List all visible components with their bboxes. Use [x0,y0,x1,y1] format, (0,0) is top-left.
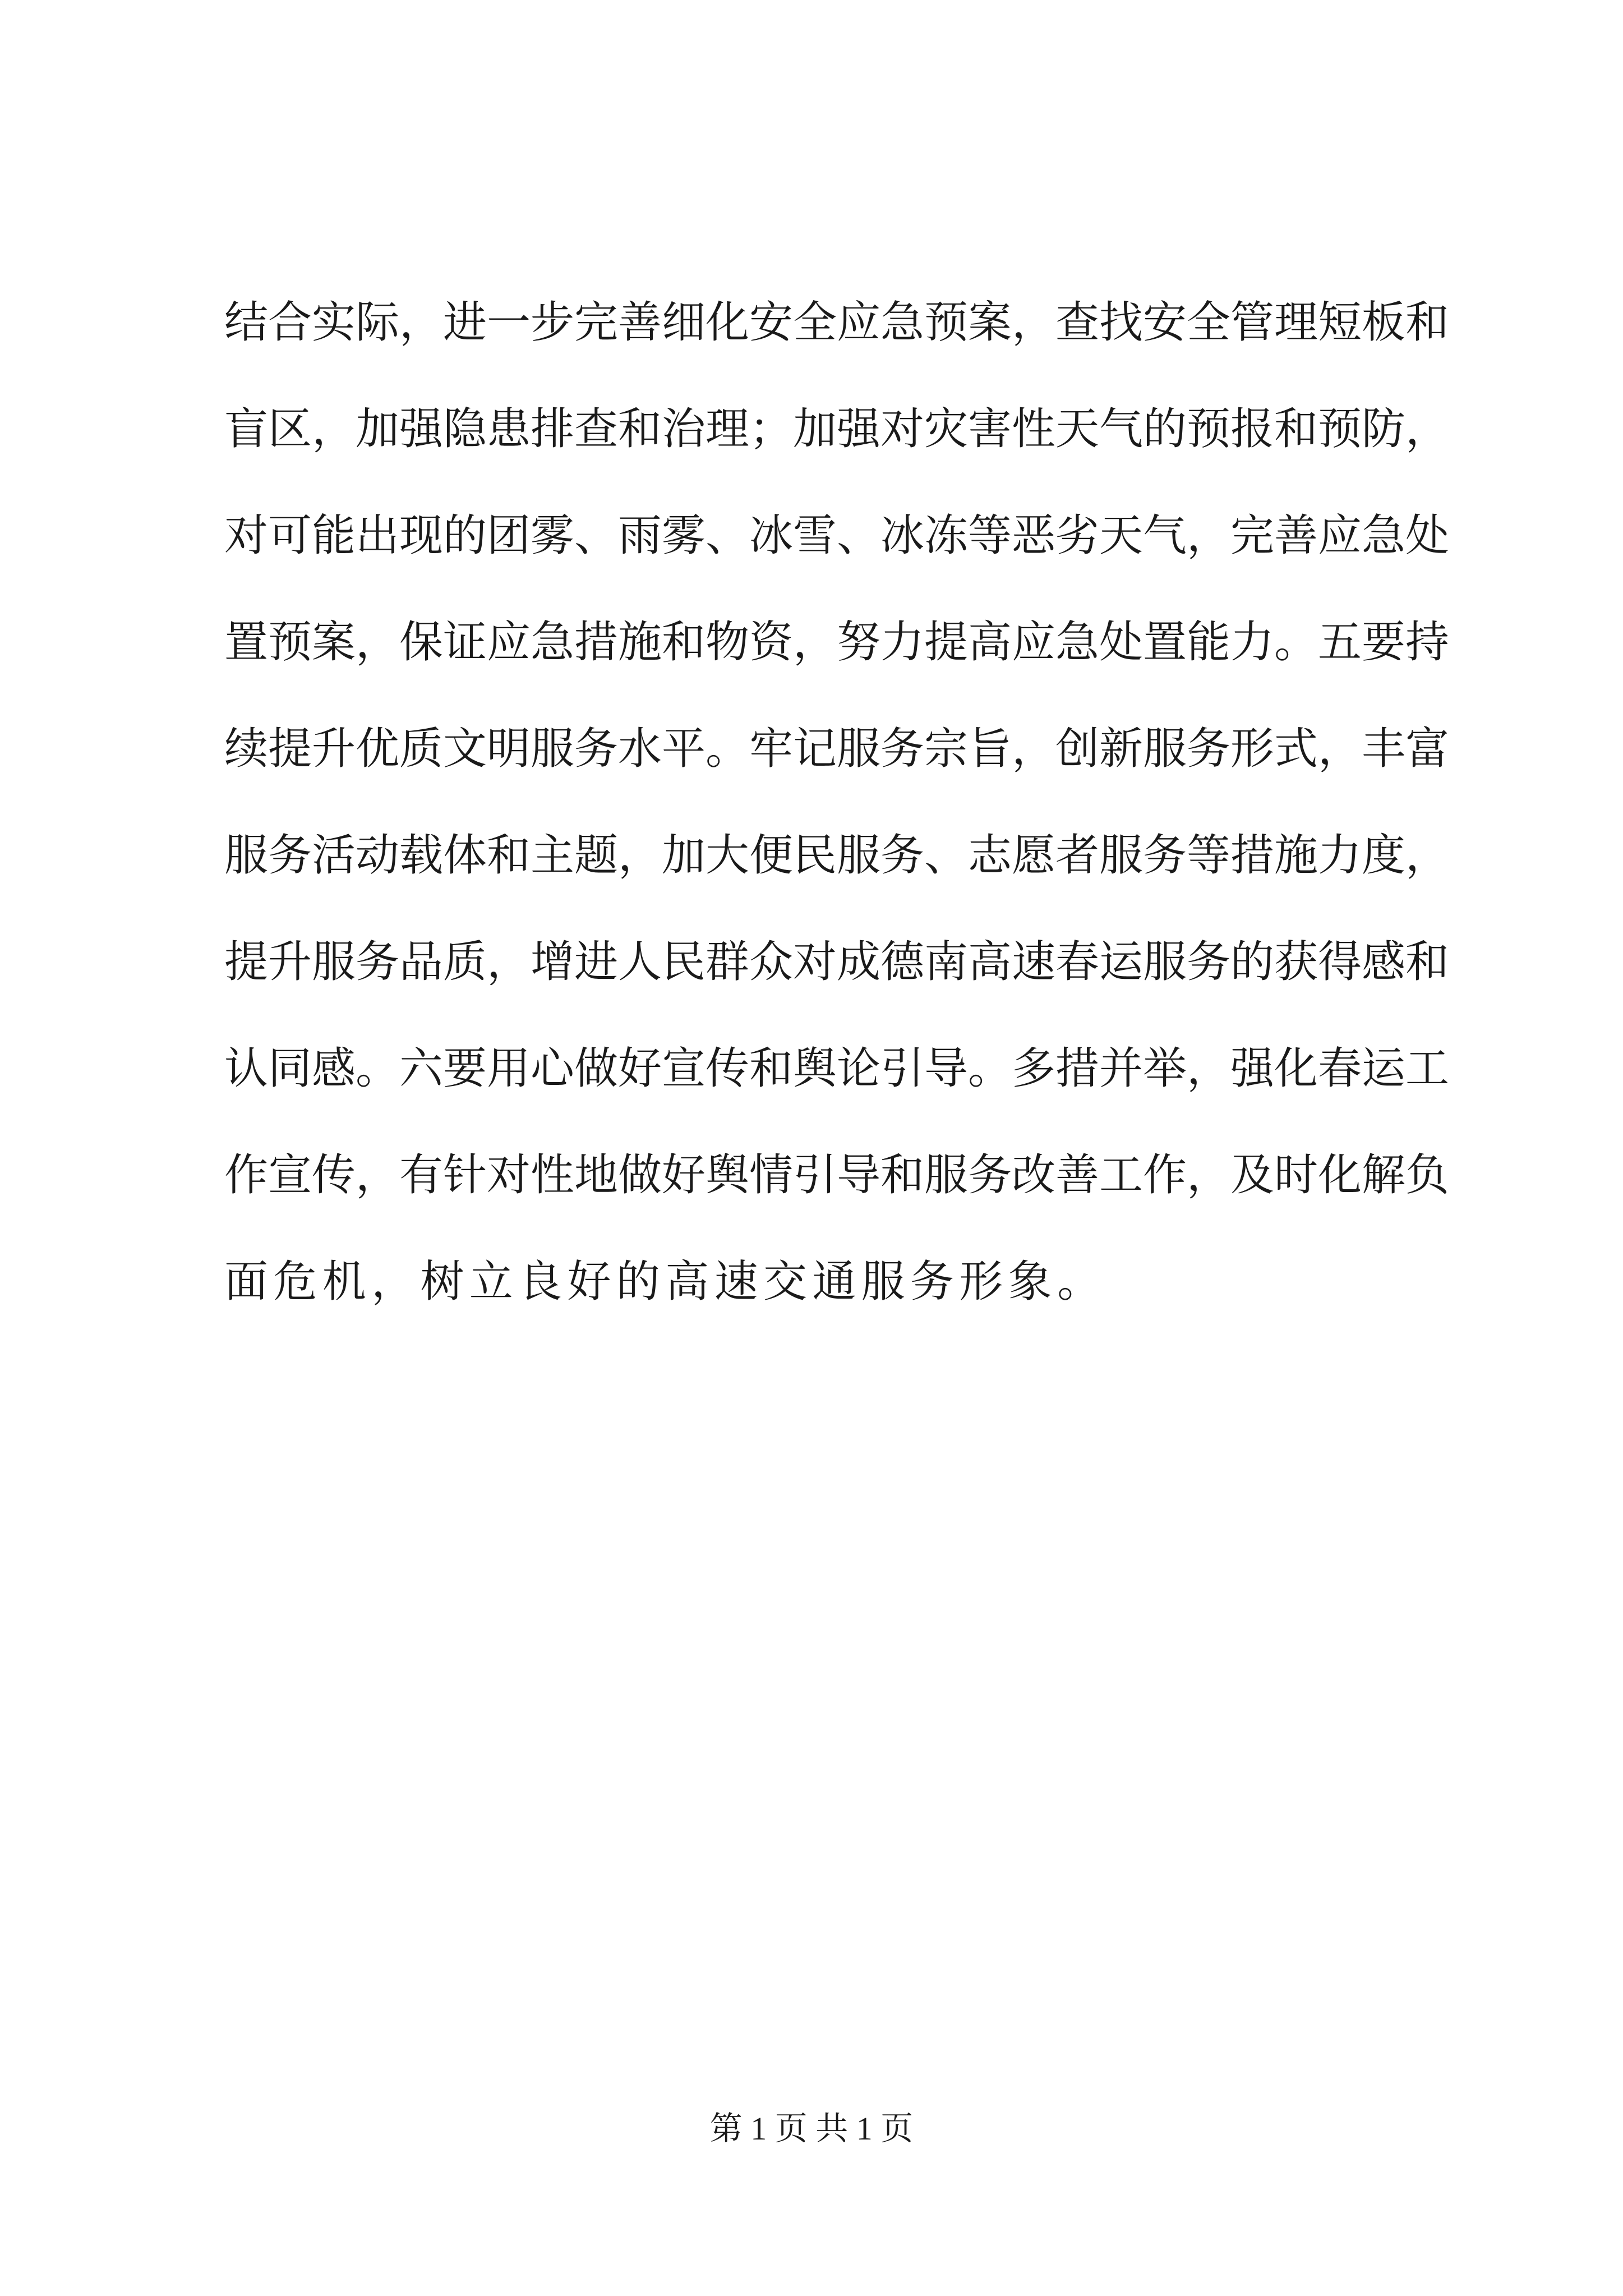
text-line-9: 作宣传，有针对性地做好舆情引导和服务改善工作，及时化解负 [224,1150,1450,1200]
text-line-8: 认同感。六要用心做好宣传和舆论引导。多措并举，强化春运工 [224,1043,1450,1094]
text-line-4: 置预案，保证应急措施和物资，努力提高应急处置能力。五要持 [224,617,1450,668]
text-line-3: 对可能出现的团雾、雨雾、冰雪、冰冻等恶劣天气，完善应急处 [224,510,1450,561]
page-footer: 第 1 页 共 1 页 [709,2110,914,2147]
body-paragraph [224,269,1450,1335]
text-line-1: 结合实际，进一步完善细化安全应急预案，查找安全管理短板和 [224,297,1450,348]
text-line-6: 服务活动载体和主题，加大便民服务、志愿者服务等措施力度， [224,830,1450,881]
text-line-2: 盲区，加强隐患排查和治理；加强对灾害性天气的预报和预防， [224,404,1450,454]
text-line-7: 提升服务品质，增进人民群众对成德南高速春运服务的获得感和 [224,937,1450,987]
text-line-10: 面危机，树立良好的高速交通服务形象。 [224,1257,1106,1307]
text-line-5: 续提升优质文明服务水平。牢记服务宗旨，创新服务形式，丰富 [224,724,1450,774]
